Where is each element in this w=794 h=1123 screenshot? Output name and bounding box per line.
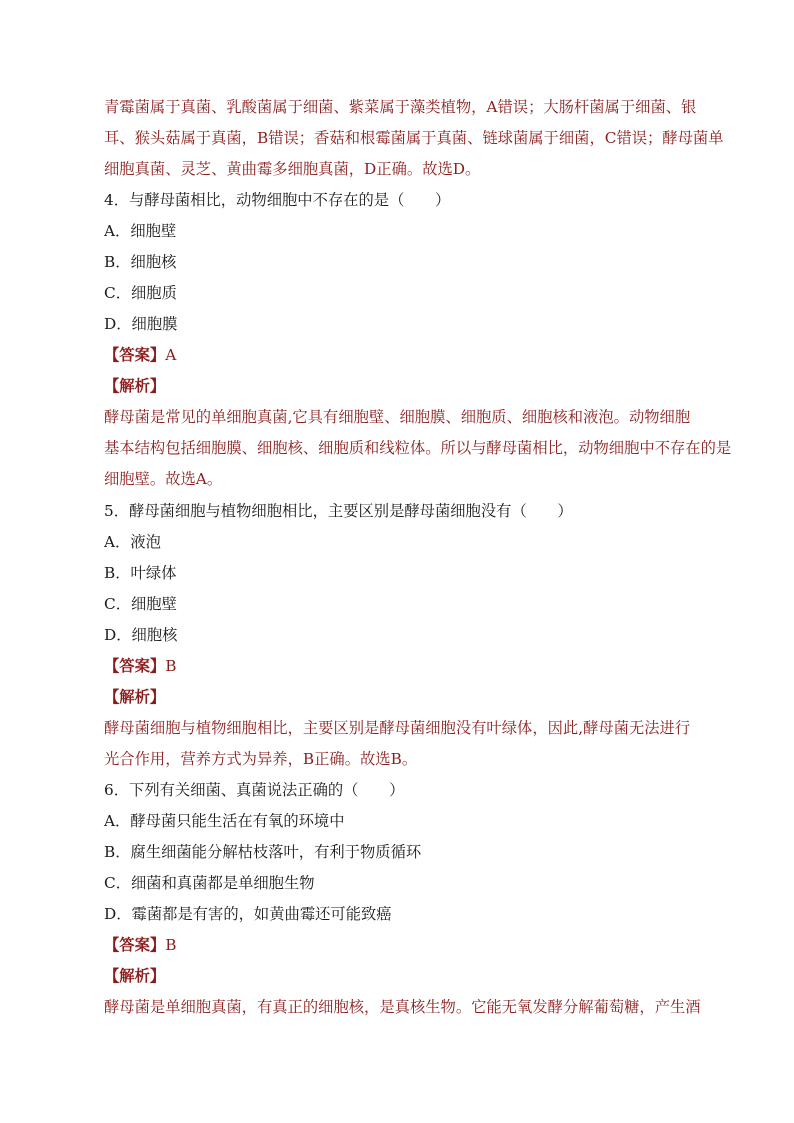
question-6-analysis-line-1: 酵母菌是单细胞真菌，有真正的细胞核，是真核生物。它能无氧发酵分解葡萄糖，产生酒 [104,998,701,1016]
question-4-analysis-line-1: 酵母菌是常见的单细胞真菌,它具有细胞壁、细胞膜、细胞质、细胞核和液泡。动物细胞 [104,408,691,426]
question-5-option-c: C．细胞壁 [104,595,177,613]
question-6-stem: 6．下列有关细菌、真菌说法正确的（ ） [104,781,405,799]
analysis-label: 【解析】 [104,377,166,395]
question-6-option-d: D．霉菌都是有害的，如黄曲霉还可能致癌 [104,905,392,923]
question-5-option-b: B．叶绿体 [104,564,177,582]
question-5-option-d: D．细胞核 [104,626,178,644]
question-4-option-d: D．细胞膜 [104,315,178,333]
question-6-option-c: C．细菌和真菌都是单细胞生物 [104,874,315,892]
question-5-answer [104,656,176,676]
question-6-analysis-label [104,966,165,986]
question-5-option-a: A．液泡 [104,533,161,551]
question-4-analysis-line-3: 细胞壁。故选A。 [104,470,223,488]
question-6-option-b: B．腐生细菌能分解枯枝落叶，有利于物质循环 [104,843,422,861]
answer-label: 【答案】 [104,936,166,954]
question-4-option-c: C．细胞质 [104,284,177,302]
question-4-answer [104,345,176,365]
question-5-stem: 5．酵母菌细胞与植物细胞相比，主要区别是酵母菌细胞没有（ ） [104,502,573,520]
prev-explanation-line-1: 青霉菌属于真菌、乳酸菌属于细菌、紫菜属于藻类植物，A错误；大肠杆菌属于细菌、银 [104,98,697,116]
question-5-analysis-label [104,687,165,707]
question-5-analysis-line-1: 酵母菌细胞与植物细胞相比，主要区别是酵母菌细胞没有叶绿体，因此,酵母菌无法进行 [104,719,691,737]
answer-label: 【答案】 [104,346,166,364]
question-4-option-b: B．细胞核 [104,253,177,271]
prev-explanation-line-3: 细胞真菌、灵芝、黄曲霉多细胞真菌，D正确。故选D。 [104,160,481,178]
question-6-answer [104,935,176,955]
answer-value: A [165,346,177,364]
answer-value: B [165,936,177,954]
analysis-label: 【解析】 [104,967,166,985]
question-4-analysis-label [104,376,165,396]
analysis-label: 【解析】 [104,688,166,706]
answer-label: 【答案】 [104,657,166,675]
question-4-analysis-line-2: 基本结构包括细胞膜、细胞核、细胞质和线粒体。所以与酵母菌相比，动物细胞中不存在的是 [104,439,732,457]
question-5-analysis-line-2: 光合作用，营养方式为异养，B正确。故选B。 [104,750,418,768]
question-6-option-a: A．酵母菌只能生活在有氧的环境中 [104,812,345,830]
question-4-stem: 4．与酵母菌相比，动物细胞中不存在的是（ ） [104,191,451,209]
prev-explanation-line-2: 耳、猴头菇属于真菌，B错误；香菇和根霉菌属于真菌、链球菌属于细菌，C错误；酵母菌单 [104,129,724,147]
answer-value: B [165,657,177,675]
question-4-option-a: A．细胞壁 [104,222,177,240]
